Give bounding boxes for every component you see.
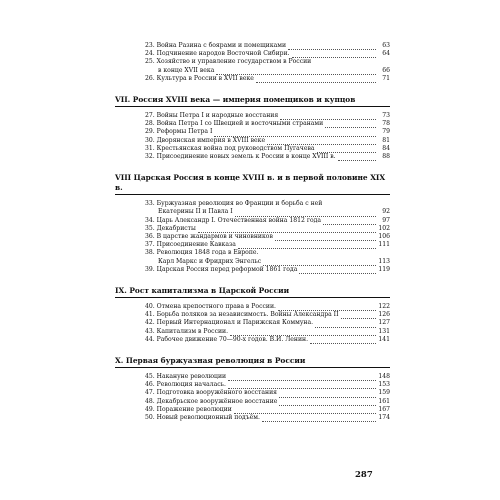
toc-entry-title: Екатерины II и Павла I	[158, 208, 233, 216]
dot-leader	[279, 400, 376, 406]
toc-entry-page: 78	[382, 120, 390, 128]
dot-leader	[315, 322, 376, 328]
toc-section	[115, 286, 390, 344]
toc-entry-page: 102	[378, 224, 390, 232]
toc-entry	[120, 217, 390, 225]
toc-entry-title: 34. Царь Александр I. Отечественная война 1812 года	[145, 216, 322, 224]
toc-entry-title: 26. Культура в России в XVII веке	[145, 74, 254, 82]
toc-entry-page: 106	[378, 233, 390, 241]
toc-entry-title: 49. Поражение революции	[145, 405, 232, 413]
toc-entry-page: 84	[382, 144, 390, 152]
toc-entry	[120, 225, 390, 233]
section-heading: X. Первая буржуазная революция в России	[115, 356, 390, 368]
toc-entry-title: 48. Декабрьское вооружённое восстание	[145, 397, 278, 405]
toc-entry-title: 30. Дворянская империя в XVIII веке	[145, 136, 266, 144]
toc-entry-title: 31. Крестьянская война под руководством Пугачева	[145, 144, 315, 152]
toc-entry-page: 119	[378, 265, 390, 273]
toc-entry-title-line: 33. Буржуазная революция во Франции и борьба с ней	[145, 200, 323, 208]
toc-entry	[120, 414, 390, 422]
toc-entry-page: 161	[378, 397, 390, 405]
toc-entry-title-line: 25. Хозяйство и управление государством в России	[145, 58, 312, 66]
dot-leader	[238, 243, 376, 249]
dot-leader	[256, 77, 376, 83]
toc-entry-page: 167	[378, 405, 390, 413]
toc-entry-title: 46. Революция началась.	[145, 381, 226, 389]
toc-entry	[120, 128, 390, 136]
toc-entry-title: 28. Война Петра I со Швецией и восточными странами	[145, 120, 324, 128]
toc-section	[120, 42, 390, 83]
toc-section	[115, 95, 390, 161]
toc-entry-title: 44. Рабочее движение 70—90-х годов. В.И. Ленин.	[145, 335, 309, 343]
toc-entry-page: 66	[382, 66, 390, 74]
toc-entry	[120, 42, 390, 50]
toc-entry-page: 92	[382, 208, 390, 216]
toc-entry-page: 131	[378, 327, 390, 335]
toc-entry	[120, 145, 390, 153]
section-heading: IX. Рост капитализма в Царской России	[115, 286, 390, 298]
toc-entry-title: 45. Накануне революции	[145, 373, 227, 381]
toc-entry	[120, 328, 390, 336]
toc-entry	[120, 258, 390, 266]
dot-leader	[325, 122, 376, 128]
toc-entry	[120, 67, 390, 75]
section-heading: VII. Россия XVIII века — империя помещиков и купцов	[115, 95, 390, 107]
toc-entry	[120, 389, 390, 397]
toc-entry-page: 81	[382, 136, 390, 144]
toc-entry-title: 29. Реформы Петра I	[145, 128, 213, 136]
dot-leader	[338, 155, 376, 161]
dot-leader	[299, 268, 376, 274]
toc-entry-title-line: 38. Революция 1848 года в Европе.	[145, 249, 259, 257]
toc-entry-title: 47. Подготовка вооружённого восстания	[145, 389, 278, 397]
toc-entry-page: 88	[382, 153, 390, 161]
dot-leader	[262, 416, 376, 422]
toc-entry-page: 174	[378, 414, 390, 422]
toc-entry-page: 73	[382, 112, 390, 120]
dot-leader	[275, 235, 376, 241]
toc-entry-title: 35. Декабристы	[145, 224, 196, 232]
section-heading: VIII Царская Россия в конце XVIII в. и в первой половине XIX в.	[115, 173, 390, 195]
toc-entry-page: 79	[382, 128, 390, 136]
toc-entry-page: 64	[382, 50, 390, 58]
toc-entry-title: в конце XVII века	[158, 66, 215, 74]
toc-entry	[120, 153, 390, 161]
toc-entry	[120, 75, 390, 83]
toc-entry	[120, 266, 390, 274]
toc-section	[115, 173, 390, 274]
toc-entry	[120, 137, 390, 145]
toc-entry-title: 42. Первый Интернационал и Парижская Коммуна.	[145, 319, 314, 327]
toc-entry-page: 127	[378, 319, 390, 327]
toc-entry-page: 159	[378, 389, 390, 397]
toc-entry	[120, 336, 390, 344]
toc-entry	[120, 233, 390, 241]
page-number: 287	[355, 470, 373, 480]
toc-entry-title: 36. В царстве жандармов и чиновников	[145, 233, 273, 241]
toc-entry	[120, 311, 390, 319]
toc-entry	[120, 319, 390, 327]
toc-entry-page: 63	[382, 42, 390, 49]
toc-entry	[120, 120, 390, 128]
toc-entry-title: 27. Войны Петра I и народные восстания	[145, 112, 279, 120]
dot-leader	[279, 392, 376, 398]
toc-entry	[120, 112, 390, 120]
toc-entry-title: 40. Отмена крепостного права в России.	[145, 303, 276, 311]
toc-entry-page: 113	[378, 257, 390, 265]
toc-entry-title: 37. Присоединение Кавказа	[145, 241, 236, 249]
toc-entry-title: 41. Борьба поляков за независимость. Войны Александра II	[145, 311, 339, 319]
toc-entry	[120, 208, 390, 216]
toc-entry-title: Карл Маркс и Фридрих Энгельс	[158, 257, 262, 265]
toc-entry-title: 43. Капитализм в России.	[145, 327, 229, 335]
toc-entry	[120, 373, 390, 381]
table-of-contents	[115, 42, 390, 434]
toc-entry	[120, 241, 390, 249]
toc-entry-page: 71	[382, 74, 390, 82]
dot-leader	[228, 375, 376, 381]
toc-section	[115, 356, 390, 422]
toc-entry-page: 141	[378, 335, 390, 343]
toc-entry-title: 23. Война Разина с боярами и помещиками	[145, 42, 287, 49]
dot-leader	[323, 219, 376, 225]
toc-entry	[120, 50, 390, 58]
toc-entry-page: 126	[378, 311, 390, 319]
toc-entry	[120, 398, 390, 406]
toc-entry-page: 148	[378, 373, 390, 381]
dot-leader	[288, 44, 376, 50]
toc-entry-title: 50. Новый революционный подъём.	[145, 414, 260, 422]
toc-entry-page: 111	[378, 241, 390, 249]
dot-leader	[341, 313, 377, 319]
toc-entry-title: 39. Царская Россия перед реформой 1861 года	[145, 265, 298, 273]
dot-leader	[310, 338, 376, 344]
toc-entry-title: 24. Подчинение народов Восточной Сибири.	[145, 50, 290, 58]
toc-entry-page: 97	[382, 216, 390, 224]
toc-entry	[120, 381, 390, 389]
toc-entry-title: 32. Присоединение новых земель к России в конце XVIII в.	[145, 153, 336, 161]
toc-entry	[120, 406, 390, 414]
toc-entry-page: 153	[378, 381, 390, 389]
toc-entry	[120, 303, 390, 311]
toc-entry-page: 122	[378, 303, 390, 311]
